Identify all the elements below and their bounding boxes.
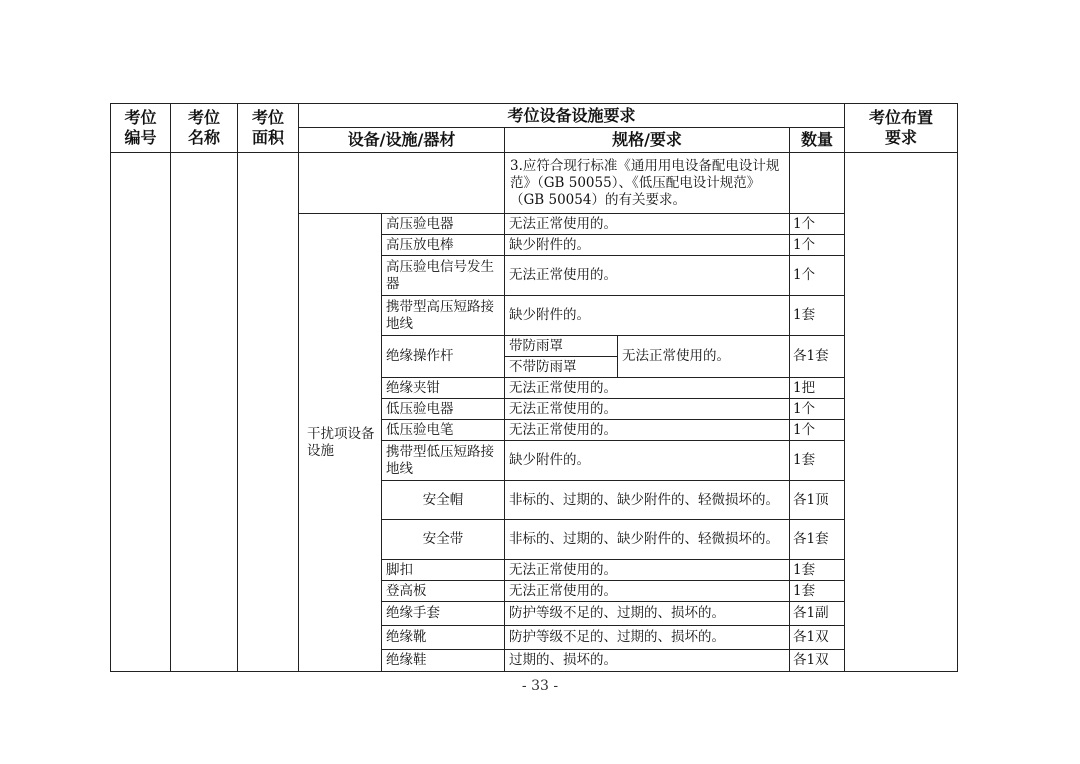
item-qty: 1个 — [790, 214, 845, 235]
item-spec: 非标的、过期的、缺少附件的、轻微损坏的。 — [505, 481, 790, 520]
header-station-area: 考位 面积 — [238, 104, 299, 153]
item-name: 绝缘操作杆 — [382, 336, 505, 378]
header-qty: 数量 — [790, 128, 845, 153]
item-name: 脚扣 — [382, 560, 505, 581]
item-spec: 无法正常使用的。 — [505, 399, 790, 420]
item-name: 登高板 — [382, 581, 505, 602]
item-qty: 1个 — [790, 235, 845, 256]
item-spec: 过期的、损坏的。 — [505, 650, 790, 672]
item-spec: 缺少附件的。 — [505, 296, 790, 336]
item-spec: 缺少附件的。 — [505, 441, 790, 481]
item-name: 绝缘鞋 — [382, 650, 505, 672]
item-qty: 1个 — [790, 399, 845, 420]
item-spec: 无法正常使用的。 — [505, 420, 790, 441]
item-name: 携带型高压短路接地线 — [382, 296, 505, 336]
item-variant: 不带防雨罩 — [505, 357, 618, 378]
item-name: 绝缘手套 — [382, 602, 505, 626]
item-variant: 带防雨罩 — [505, 336, 618, 357]
item-spec: 无法正常使用的。 — [505, 256, 790, 296]
header-layout-requirements: 考位布置 要求 — [845, 104, 958, 153]
header-station-no: 考位 编号 — [111, 104, 171, 153]
item-spec: 防护等级不足的、过期的、损坏的。 — [505, 626, 790, 650]
item-name: 安全帽 — [382, 481, 505, 520]
item-spec: 无法正常使用的。 — [505, 560, 790, 581]
item-qty: 1把 — [790, 378, 845, 399]
item-name: 高压放电棒 — [382, 235, 505, 256]
item-spec: 防护等级不足的、过期的、损坏的。 — [505, 602, 790, 626]
item-qty: 各1副 — [790, 602, 845, 626]
item-spec: 无法正常使用的。 — [505, 581, 790, 602]
item-spec: 无法正常使用的。 — [505, 214, 790, 235]
station-no-cell — [111, 153, 171, 672]
item-qty: 各1双 — [790, 626, 845, 650]
item-spec: 非标的、过期的、缺少附件的、轻微损坏的。 — [505, 520, 790, 560]
item-name: 高压验电器 — [382, 214, 505, 235]
station-area-cell — [238, 153, 299, 672]
header-facility-requirements: 考位设备设施要求 — [299, 104, 845, 128]
item-name: 低压验电器 — [382, 399, 505, 420]
layout-requirements-cell — [845, 153, 958, 672]
item-qty: 各1双 — [790, 650, 845, 672]
item-name: 携带型低压短路接地线 — [382, 441, 505, 481]
item-spec: 无法正常使用的。 — [505, 378, 790, 399]
item-qty: 1个 — [790, 256, 845, 296]
facility-requirements-table — [110, 103, 958, 672]
header-equipment: 设备/设施/器材 — [299, 128, 505, 153]
item-spec: 无法正常使用的。 — [618, 336, 790, 378]
item-name: 安全带 — [382, 520, 505, 560]
item-qty: 1套 — [790, 441, 845, 481]
distractor-group-label: 干扰项设备设施 — [299, 214, 382, 672]
item-name: 绝缘靴 — [382, 626, 505, 650]
item-qty: 1套 — [790, 560, 845, 581]
item-qty: 1套 — [790, 581, 845, 602]
header-station-name: 考位 名称 — [171, 104, 238, 153]
equipment-cell-empty — [299, 153, 505, 214]
item-qty: 各1顶 — [790, 481, 845, 520]
item-qty: 1套 — [790, 296, 845, 336]
page-number: - 33 - — [521, 678, 559, 694]
header-spec: 规格/要求 — [505, 128, 790, 153]
item-qty: 1个 — [790, 420, 845, 441]
station-name-cell — [171, 153, 238, 672]
item-spec: 缺少附件的。 — [505, 235, 790, 256]
item-name: 绝缘夹钳 — [382, 378, 505, 399]
item-name: 低压验电笔 — [382, 420, 505, 441]
item-qty: 各1套 — [790, 520, 845, 560]
item-name: 高压验电信号发生器 — [382, 256, 505, 296]
standard-note: 3.应符合现行标准《通用用电设备配电设计规范》（GB 50055）、《低压配电设计规范》（GB 50054）的有关要求。 — [505, 153, 790, 214]
qty-cell-empty — [790, 153, 845, 214]
item-qty: 各1套 — [790, 336, 845, 378]
